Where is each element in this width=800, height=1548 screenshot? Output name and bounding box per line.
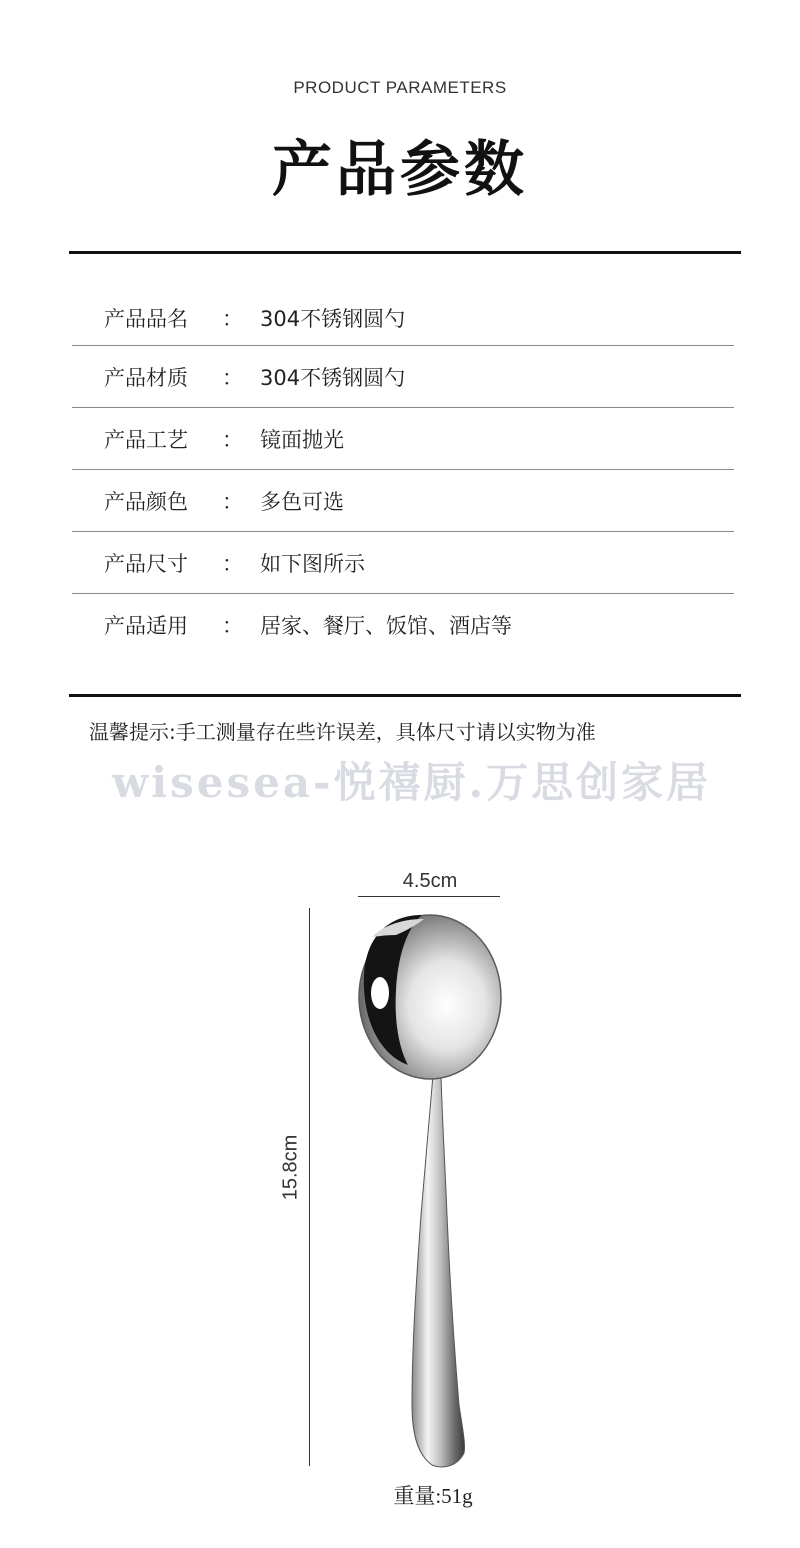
param-colon: ： [222, 614, 243, 638]
param-row-size [72, 532, 734, 594]
brand-watermark: wisesea-悦禧厨.万思创家居 [112, 758, 712, 807]
param-label: 产品品名 [104, 307, 188, 331]
top-divider [69, 251, 741, 254]
param-row-material [72, 346, 734, 408]
height-dimension-line [309, 908, 310, 1466]
param-row-color [72, 470, 734, 532]
param-label: 产品尺寸 [104, 552, 188, 576]
param-value: 居家、餐厅、饭馆、酒店等 [260, 614, 512, 638]
bottom-divider [69, 694, 741, 697]
param-label: 产品颜色 [104, 490, 188, 514]
param-row-name [72, 287, 734, 346]
page-title: 产品参数 [272, 135, 528, 205]
param-value: 304不锈钢圆勺 [260, 307, 406, 331]
spoon-image [350, 905, 510, 1475]
param-colon: ： [222, 307, 243, 331]
page-subtitle: PRODUCT PARAMETERS [293, 78, 507, 97]
param-value: 304不锈钢圆勺 [260, 366, 406, 390]
width-dimension-label: 4.5cm [402, 870, 458, 892]
param-label: 产品工艺 [104, 428, 188, 452]
param-value: 镜面抛光 [260, 428, 344, 452]
param-label: 产品材质 [104, 366, 188, 390]
param-colon: ： [222, 552, 243, 576]
param-value: 多色可选 [260, 490, 344, 514]
param-colon: ： [222, 428, 243, 452]
params-table [72, 287, 734, 656]
param-colon: ： [222, 490, 243, 514]
param-row-craft [72, 408, 734, 470]
measurement-tip: 温馨提示:手工测量存在些许误差，具体尺寸请以实物为准 [89, 720, 596, 744]
param-colon: ： [222, 366, 243, 390]
height-dimension-label: 15.8cm [279, 1134, 302, 1201]
weight-label: 重量:51g [393, 1484, 473, 1508]
width-dimension-line [358, 896, 500, 897]
param-row-usage [72, 594, 734, 656]
param-label: 产品适用 [104, 614, 188, 638]
param-value: 如下图所示 [260, 552, 365, 576]
